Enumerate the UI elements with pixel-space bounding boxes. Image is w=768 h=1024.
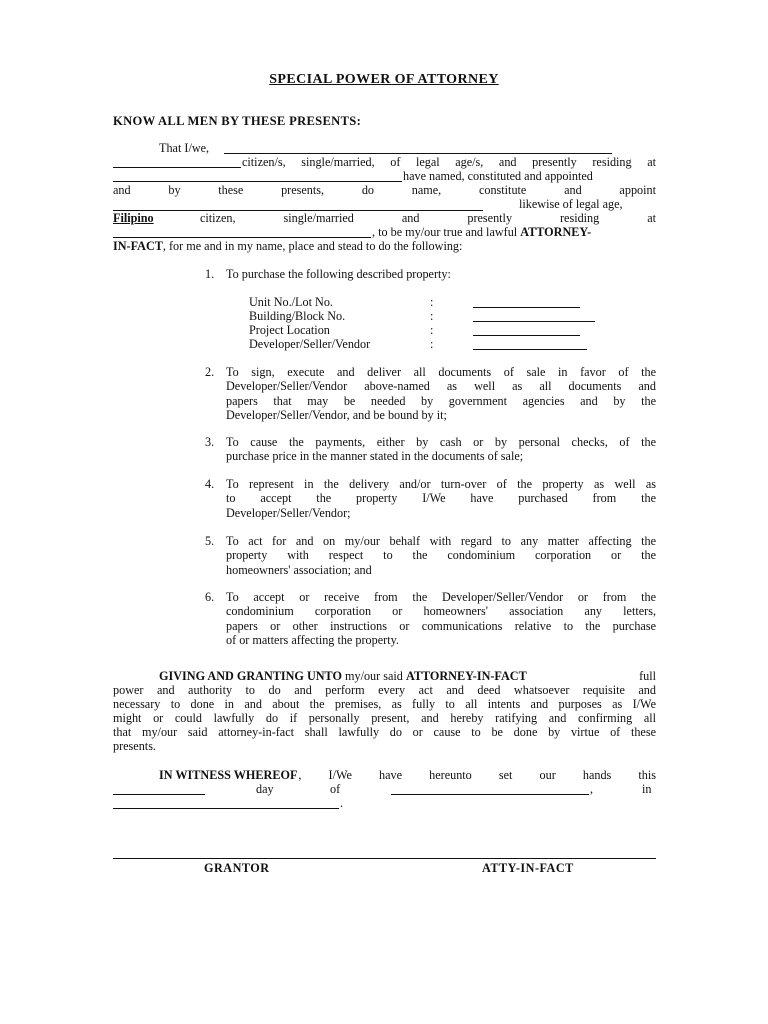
para-line: might or could lawfully do if personally present, and hereby ratifying and confirming all [113,711,656,725]
item-line: To sign, execute and deliver all documents of sale in favor of the [226,365,656,379]
para-line: presents. [113,739,156,753]
citizenship-blank[interactable] [113,167,241,168]
witness-comma: , [590,782,594,796]
intro-to-be: , to be my/our true and lawful [372,225,518,239]
field-label: Developer/Seller/Vendor [249,337,371,351]
item-text [226,365,656,423]
field-colon: : [430,309,434,323]
item-line: To act for and on my/our behalf with regard to any matter affecting the [226,534,656,548]
field-colon: : [430,295,434,309]
item-text: To purchase the following described property: [226,267,451,281]
witness-in: in [642,782,652,796]
field-label: Project Location [249,323,330,337]
intro-for-me: , for me and in my name, place and stead to do the following: [162,239,463,253]
item-line: To cause the payments, either by cash or by personal checks, of the [226,435,656,449]
witness-of: of [330,782,341,796]
giving-first-line [159,669,656,683]
item-text [226,590,656,648]
intro-filipino: Filipino [113,211,154,225]
item-number: 2. [205,365,215,379]
item-line: To represent in the delivery and/or turn-over of the property as well as [226,477,656,491]
item-line: property with respect to the condominium corporation or the [226,548,656,563]
intro-and-by: and by these presents, do name, constitute and appoint [113,183,656,197]
field-colon: : [430,337,434,351]
intro-have-named: have named, constituted and appointed [403,169,593,183]
item-number: 4. [205,477,215,491]
para-line: that my/our said attorney-in-fact shall lawfully do or cause to be done by virtue of these [113,725,656,739]
intro-attorney: ATTORNEY- [520,225,592,239]
item-line: Developer/Seller/Vendor, and be bound by it; [226,408,447,423]
building-block-blank[interactable] [473,321,595,322]
intro-that: That I/we, [159,141,210,155]
project-location-blank[interactable] [473,335,580,336]
day-blank[interactable] [113,794,205,795]
field-label: Building/Block No. [249,309,346,323]
witness-line [159,768,656,782]
name-blank[interactable] [224,153,612,154]
attorney-address-blank[interactable] [113,237,371,238]
attorney-signature-line[interactable] [349,858,656,859]
item-text [226,534,656,577]
item-line: to accept the property I/We have purchased from the [226,491,656,506]
witness-rest: , I/We have hereunto set our hands this [298,768,656,782]
intro-likewise: likewise of legal age, [519,197,623,211]
witness-bold: IN WITNESS WHEREOF [159,768,298,782]
address-blank[interactable] [113,181,402,182]
unit-lot-blank[interactable] [473,307,580,308]
witness-day: day [256,782,274,796]
intro-citizen2: citizen, single/married and presently residing at [200,211,656,225]
para-line: necessary to done in and about the premises, as fully to all intents and purposes as I/We [113,697,656,711]
item-line: papers that may be needed by government agencies and by the [226,393,656,408]
item-text [226,477,656,520]
giving-bold1: GIVING AND GRANTING UNTO [159,669,342,683]
para-line: power and authority to do and perform every act and deed whatsoever requisite and [113,683,656,697]
item-number: 1. [205,267,215,281]
field-label: Unit No./Lot No. [249,295,333,309]
field-colon: : [430,323,434,337]
giving-bold2: ATTORNEY-IN-FACT [405,669,527,683]
item-line: purchase price in the manner stated in the documents of sale; [226,449,524,464]
heading: KNOW ALL MEN BY THESE PRESENTS: [113,114,362,128]
attorney-label: ATTY-IN-FACT [482,861,574,875]
item-number: 6. [205,590,215,604]
document-title: SPECIAL POWER OF ATTORNEY [269,72,499,87]
item-line: papers or other instructions or communications relative to the purchase [226,618,656,633]
intro-in-fact: IN-FACT [113,239,163,253]
witness-period: . [340,796,344,810]
item-number: 3. [205,435,215,449]
item-line: condominium corporation or homeowners' association any letters, [226,604,656,619]
item-line: Developer/Seller/Vendor above-named as well as all documents and [226,379,656,394]
item-line: Developer/Seller/Vendor; [226,505,351,520]
intro-citizen: citizen/s, single/married, of legal age/s, and presently residing at [242,155,656,169]
grantor-signature-line[interactable] [113,858,349,859]
giving-end: full [639,669,656,683]
item-number: 5. [205,534,215,548]
grantor-label: GRANTOR [204,861,270,875]
place-blank[interactable] [113,808,339,809]
month-year-blank[interactable] [391,794,589,795]
giving-mid: my/our said [345,669,403,683]
item-line: To accept or receive from the Developer/Seller/Vendor or from the [226,590,656,604]
developer-blank[interactable] [473,349,587,350]
item-line: of or matters affecting the property. [226,633,399,648]
item-text [226,435,656,464]
item-line: homeowners' association; and [226,562,372,577]
